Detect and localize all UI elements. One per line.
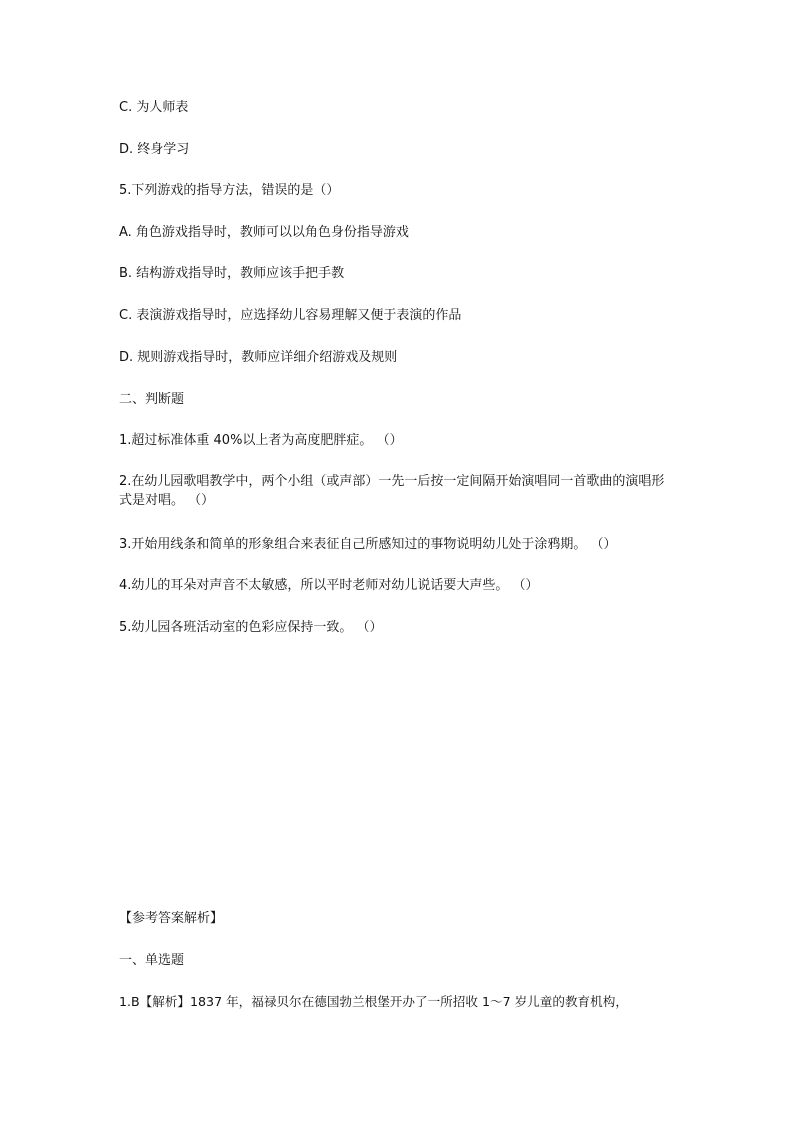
q4-option-d: D. 终身学习 (119, 142, 190, 157)
judgment-item-4: 4.幼儿的耳朵对声音不太敏感，所以平时老师对幼儿说话要大声些。 （） (119, 578, 539, 593)
q5-option-c: C. 表演游戏指导时，应选择幼儿容易理解又便于表演的作品 (119, 308, 462, 323)
judgment-item-1: 1.超过标准体重 40%以上者为高度肥胖症。 （） (119, 433, 403, 448)
answer-item-1: 1.B【解析】1837 年，福禄贝尔在德国勃兰根堡开办了一所招收 1～7 岁儿童的教育机构， (119, 994, 628, 1009)
answer-key-title: 【参考答案解析】 (119, 911, 224, 926)
judgment-section-heading: 二、判断题 (119, 392, 185, 407)
q5-option-d: D. 规则游戏指导时，教师应详细介绍游戏及规则 (119, 350, 398, 365)
q4-option-c: C. 为人师表 (119, 100, 189, 115)
q5-stem: 5.下列游戏的指导方法，错误的是（） (119, 183, 340, 198)
answer-section-heading: 一、单选题 (119, 953, 185, 968)
judgment-item-5: 5.幼儿园各班活动室的色彩应保持一致。 （） (119, 620, 383, 635)
q5-option-a: A. 角色游戏指导时，教师可以以角色身份指导游戏 (119, 225, 409, 240)
judgment-item-2: 2.在幼儿园歌唱教学中，两个小组（或声部）一先一后按一定间隔开始演唱同一首歌曲的演唱形式是对唱。 （） (119, 474, 665, 508)
judgment-item-3: 3.开始用线条和简单的形象组合来表征自己所感知过的事物说明幼儿处于涂鸦期。 （） (119, 537, 617, 552)
q5-option-b: B. 结构游戏指导时，教师应该手把手教 (119, 266, 345, 281)
